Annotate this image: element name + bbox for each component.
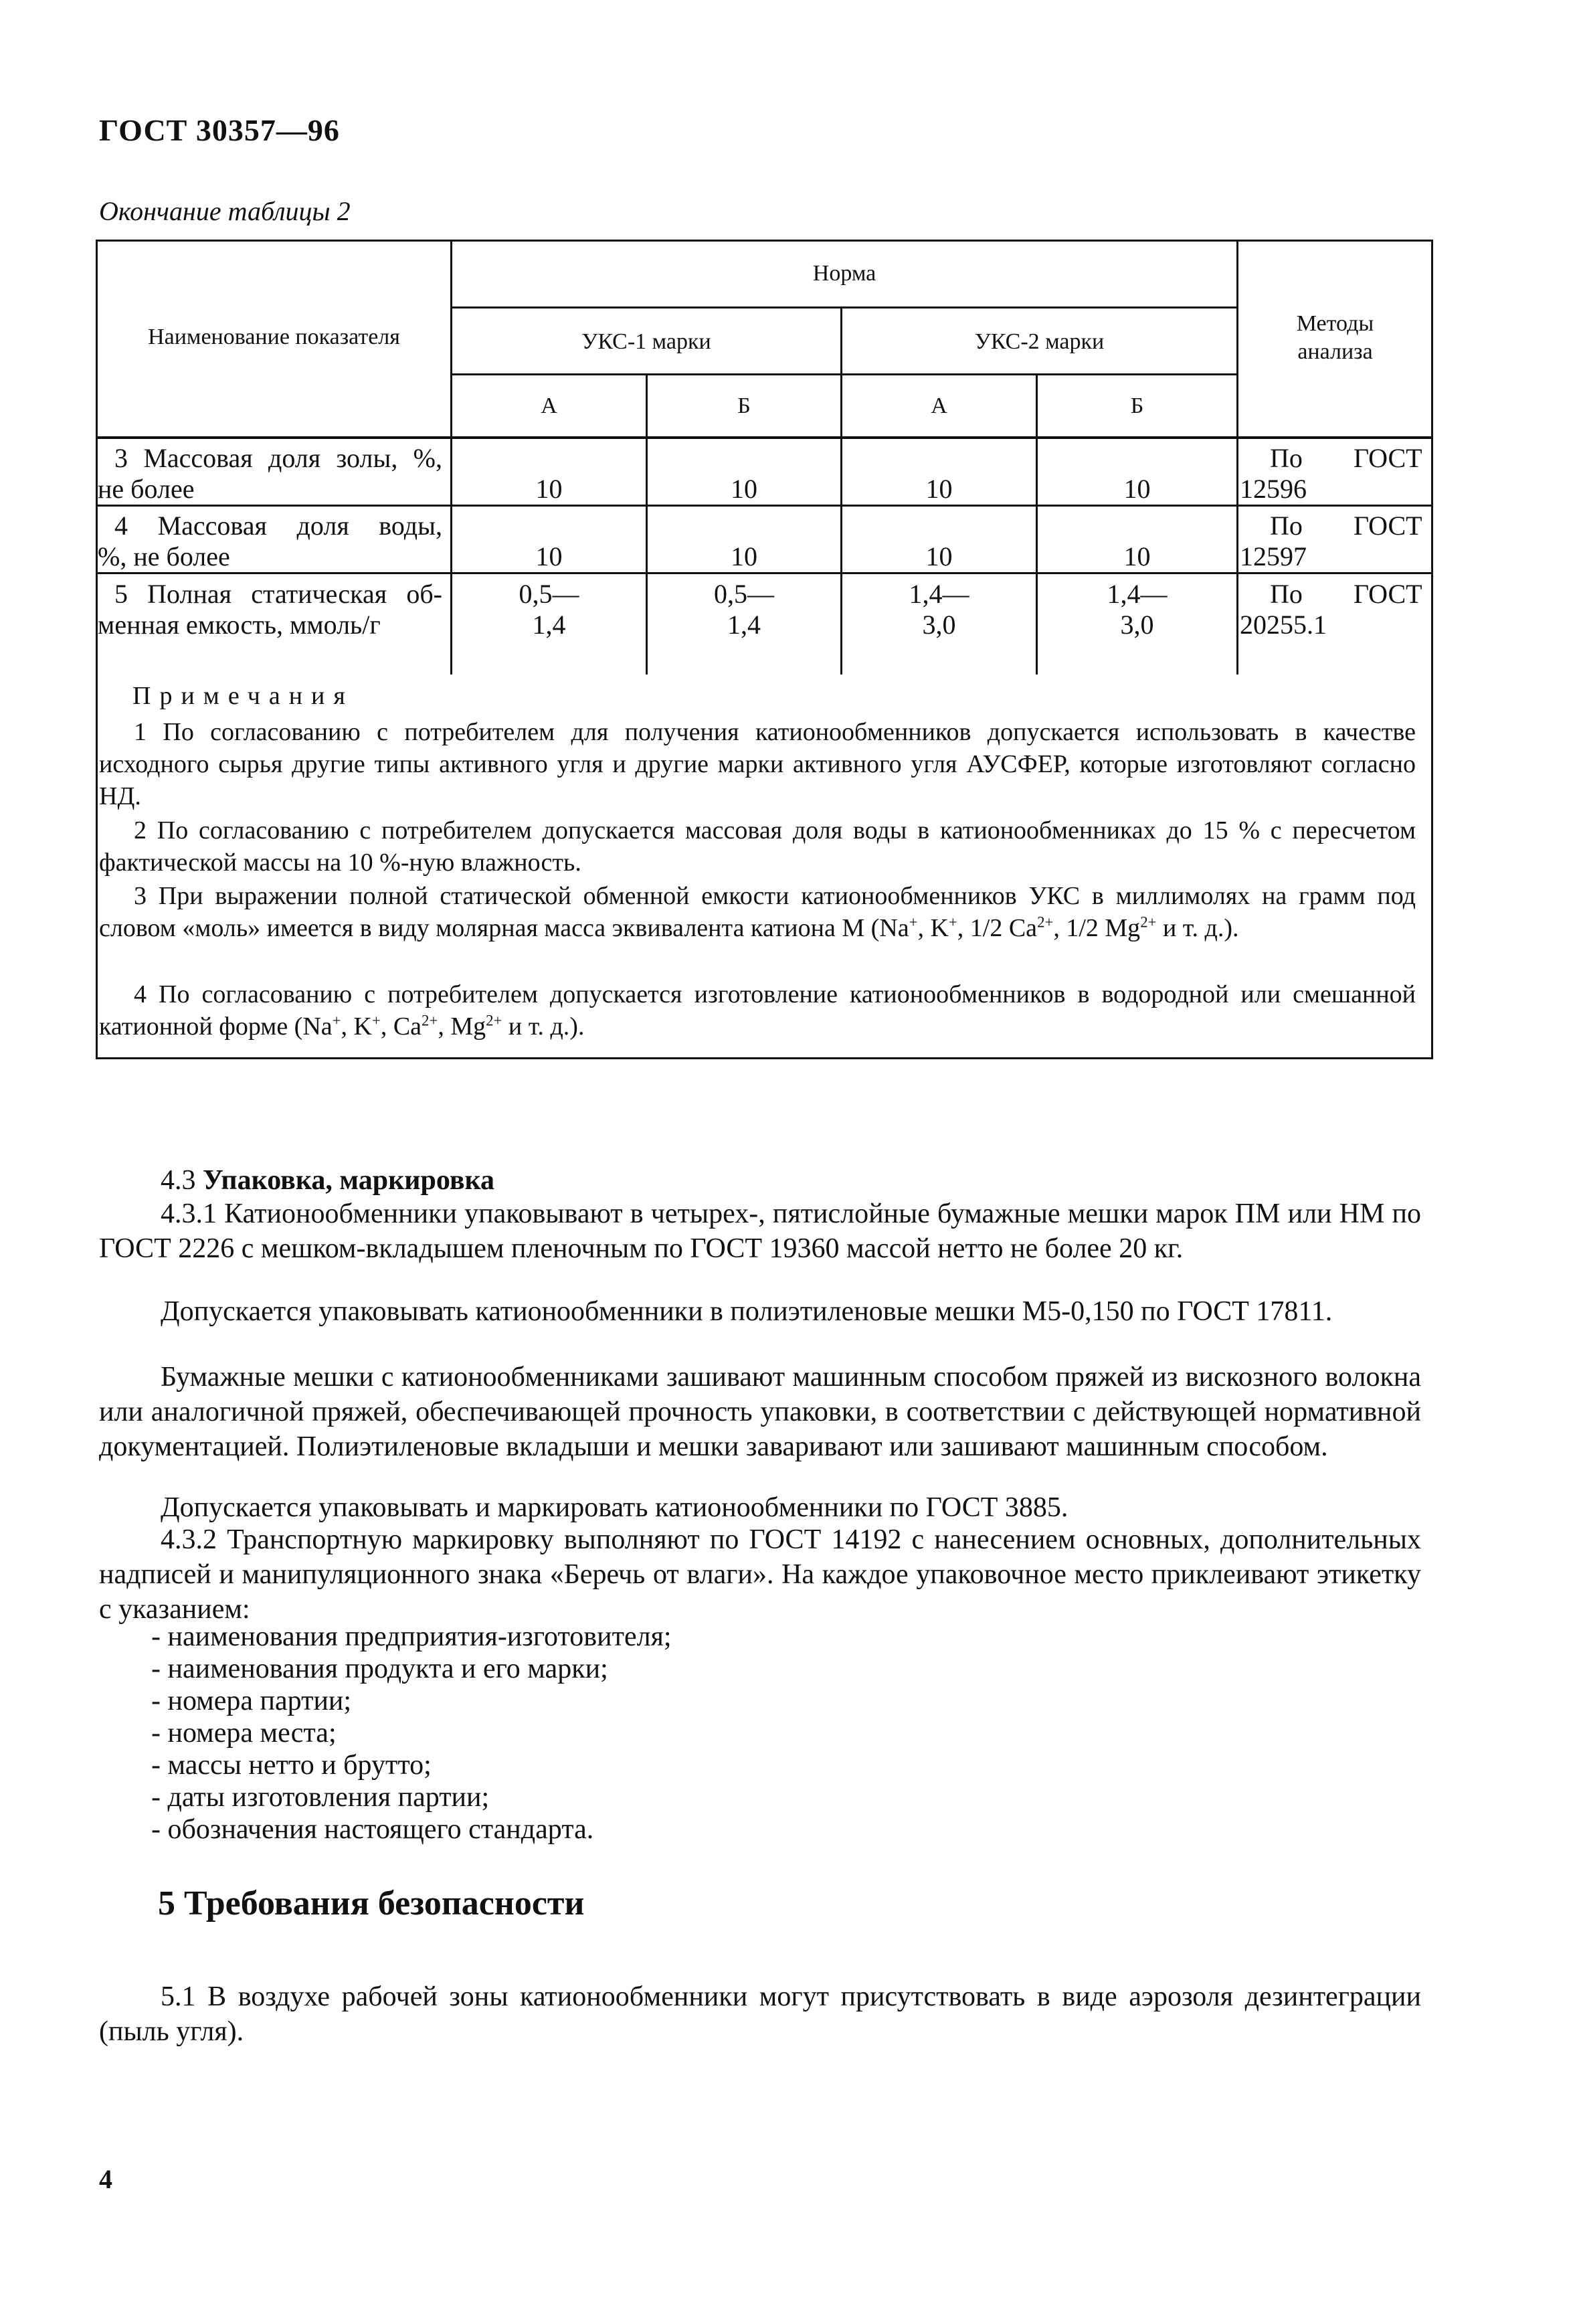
col-sep-methods bbox=[1236, 240, 1238, 675]
para-5-1: 5.1 В воздухе рабочей зоны катионообменники могут присутствовать в виде аэрозоля дезинтеграции (пыль угля). bbox=[99, 1981, 1421, 2047]
row3-v1-from: 0,5— bbox=[519, 579, 579, 609]
para-4-3-2: 4.3.2 Транспортную маркировку выполняют по ГОСТ 14192 с нанесением основных, дополнительных надписей и манипуляционного знака «Беречь от влаги». На каждое упаковочное место приклеивают этикетку с указанием: bbox=[99, 1524, 1421, 1625]
list-item: - номера партии; bbox=[151, 1686, 352, 1716]
sup-2plus: 2+ bbox=[486, 1012, 502, 1029]
para-paper-bags: Бумажные мешки с катионообменниками зашивают машинным способом пряжей из вискозного волокна или аналогичной пряжей, обеспечивающей прочность упаковки, в соответствии с действующей нормативной документацией. Полиэтиленовые вкладыши и мешки заваривают или зашивают машинным способом. bbox=[99, 1362, 1421, 1462]
col-methods-header: Методы анализа bbox=[1296, 311, 1374, 364]
table-caption: Окончание таблицы 2 bbox=[99, 196, 351, 226]
table-border-top bbox=[96, 240, 1433, 242]
row2-name-line2: %, не более bbox=[98, 541, 230, 571]
row2-method-po: По bbox=[1270, 511, 1303, 541]
para-allowed-gost3885: Допускается упаковывать и маркировать катионообменники по ГОСТ 3885. bbox=[161, 1492, 1069, 1523]
sup-plus: + bbox=[948, 913, 957, 931]
row3-method-gost: ГОСТ bbox=[1354, 579, 1422, 609]
row-sep-norm bbox=[450, 306, 1238, 308]
list-item: - массы нетто и брутто; bbox=[151, 1750, 432, 1781]
row1-method-num: 12596 bbox=[1240, 474, 1307, 504]
ukc2-header: УКС-2 марки bbox=[974, 329, 1105, 354]
row2-v1: 10 bbox=[535, 541, 563, 571]
row1-name-line2: не более bbox=[98, 474, 195, 504]
sup-2plus: 2+ bbox=[422, 1012, 438, 1029]
row3-v1-to: 1,4 bbox=[532, 610, 566, 640]
note-4-text-a: 4 По согласованию с потребителем допускается изготовление катионообменников в водородной или смешанной катионной форме (Na bbox=[99, 980, 1416, 1041]
row-sep-header bbox=[96, 436, 1433, 439]
para-allowed-polyethylene: Допускается упаковывать катионообменники в полиэтиленовые мешки М5-0,150 по ГОСТ 17811. bbox=[161, 1296, 1333, 1327]
row2-v2: 10 bbox=[731, 541, 757, 571]
note-1: 1 По согласованию с потребителем для получения катионообменников допускается использовать в качестве исходного сырья другие типы активного угля и другие марки активного угля АУСФЕР, которые изготовляют согласно НД. bbox=[99, 718, 1416, 810]
table-border-bottom bbox=[96, 1057, 1433, 1059]
sup-plus: + bbox=[371, 1012, 381, 1029]
notes-title: Примечания bbox=[132, 682, 354, 710]
note-3-text-e: и т. д.). bbox=[1156, 914, 1239, 942]
note-3-text-c: , 1/2 Ca bbox=[957, 914, 1038, 942]
list-item: - даты изготовления партии; bbox=[151, 1782, 490, 1813]
section-5-heading: 5 Требования безопасности bbox=[158, 1884, 585, 1923]
row1-v1: 10 bbox=[535, 474, 563, 504]
note-2: 2 По согласованию с потребителем допускается массовая доля воды в катионообменниках до 15 % с пересчетом фактической массы на 10 %-ную влажность. bbox=[99, 816, 1416, 877]
table-border-right bbox=[1431, 240, 1433, 1059]
list-item: - номера места; bbox=[151, 1718, 337, 1749]
row1-v4: 10 bbox=[1123, 474, 1151, 504]
section-4-3-number: 4.3 bbox=[161, 1165, 196, 1196]
row3-method-num: 20255.1 bbox=[1240, 610, 1327, 640]
row1-method-po: По bbox=[1270, 443, 1303, 473]
row3-name-line2: менная емкость, ммоль/г bbox=[98, 610, 381, 640]
table-border-left bbox=[96, 240, 98, 1059]
sub-b2: Б bbox=[1130, 393, 1144, 418]
sub-a2: А bbox=[931, 393, 947, 418]
row2-method-num: 12597 bbox=[1240, 541, 1307, 571]
row1-v3: 10 bbox=[925, 474, 953, 504]
row3-v4-from: 1,4— bbox=[1107, 579, 1168, 609]
sup-plus: + bbox=[332, 1012, 341, 1029]
page-number: 4 bbox=[99, 2164, 112, 2194]
ukc1-header: УКС-1 марки bbox=[581, 329, 711, 354]
note-4 bbox=[99, 978, 1416, 1043]
row3-v3-from: 1,4— bbox=[909, 579, 969, 609]
sup-plus: + bbox=[909, 913, 918, 931]
list-item: - наименования предприятия-изготовителя; bbox=[151, 1621, 672, 1652]
row2-v4: 10 bbox=[1123, 541, 1151, 571]
note-3 bbox=[99, 880, 1416, 944]
row3-v4-to: 3,0 bbox=[1120, 610, 1154, 640]
sup-2plus: 2+ bbox=[1140, 913, 1157, 931]
row3-method-po: По bbox=[1270, 579, 1303, 609]
row-sep-ukc bbox=[450, 373, 1238, 375]
list-item: - обозначения настоящего стандарта. bbox=[151, 1814, 594, 1845]
sub-b1: Б bbox=[737, 393, 751, 418]
col-indicator-header: Наименование показателя bbox=[148, 325, 400, 349]
row1-name-line1: 3 Массовая доля золы, %, bbox=[114, 443, 442, 473]
note-3-text-b: , K bbox=[917, 914, 949, 942]
section-4-3-title: Упаковка, маркировка bbox=[203, 1165, 495, 1196]
row3-v3-to: 3,0 bbox=[922, 610, 956, 640]
note-4-text-e: и т. д.). bbox=[502, 1012, 585, 1041]
section-4-3-heading bbox=[99, 1163, 1421, 1198]
row1-v2: 10 bbox=[731, 474, 757, 504]
note-4-text-b: , K bbox=[341, 1012, 372, 1041]
row2-name-line1: 4 Массовая доля воды, bbox=[114, 511, 442, 541]
note-3-text-d: , 1/2 Mg bbox=[1053, 914, 1141, 942]
document-header: ГОСТ 30357—96 bbox=[99, 113, 340, 147]
sup-2plus: 2+ bbox=[1037, 913, 1054, 931]
row3-name-line1: 5 Полная статическая об- bbox=[114, 579, 442, 609]
row1-method-gost: ГОСТ bbox=[1354, 443, 1422, 473]
note-4-text-c: , Ca bbox=[380, 1012, 422, 1041]
list-item: - наименования продукта и его марки; bbox=[151, 1653, 608, 1684]
row2-v3: 10 bbox=[925, 541, 953, 571]
row2-method-gost: ГОСТ bbox=[1354, 511, 1422, 541]
row3-v2-from: 0,5— bbox=[714, 579, 774, 609]
row3-v2-to: 1,4 bbox=[727, 610, 761, 640]
col-norm-header: Норма bbox=[812, 261, 876, 286]
note-4-text-d: , Mg bbox=[438, 1012, 486, 1041]
note-3-text-a: 3 При выражении полной статической обменной емкости катионообменников УКС в миллимолях на грамм под словом «моль» имеется в виду молярная масса эквивалента катиона М (Na bbox=[99, 882, 1416, 942]
sub-a1: А bbox=[541, 393, 557, 418]
para-4-3-1: 4.3.1 Катионообменники упаковывают в четырех-, пятислойные бумажные мешки марок ПМ или НМ по ГОСТ 2226 с мешком-вкладышем пленочным по ГОСТ 19360 массой нетто не более 20 кг. bbox=[99, 1198, 1421, 1264]
